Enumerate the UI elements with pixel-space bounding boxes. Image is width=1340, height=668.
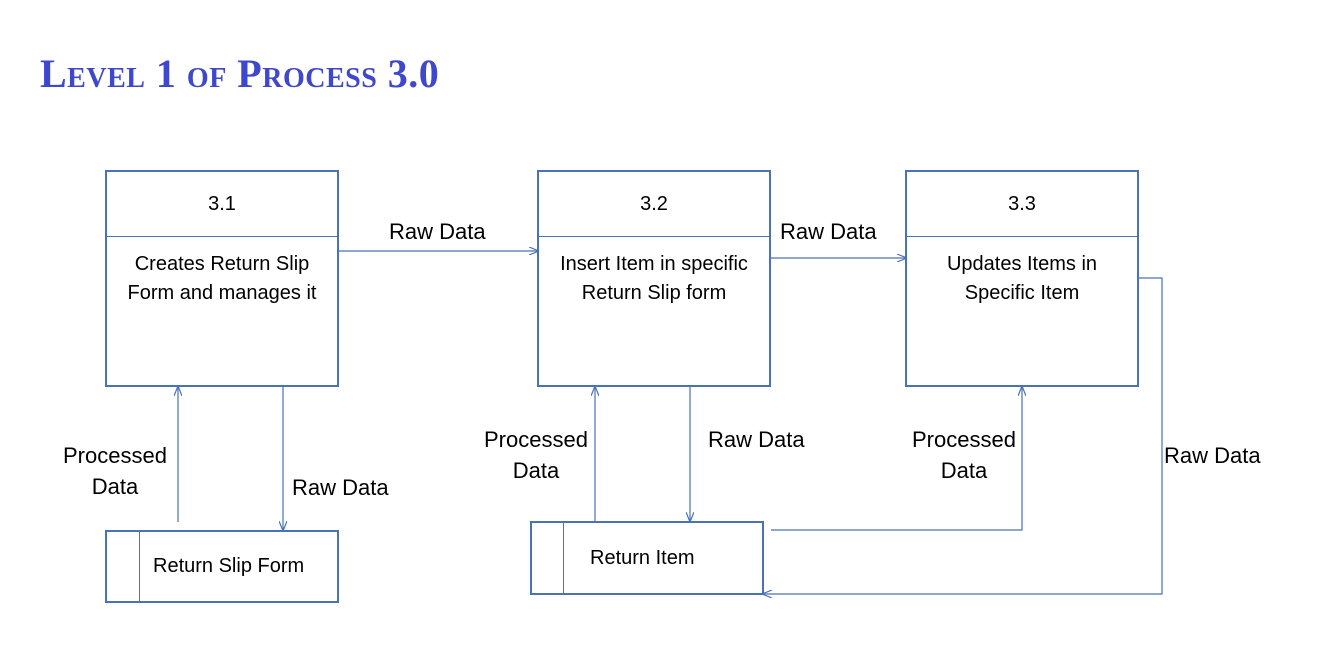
process-number: 3.2 bbox=[539, 172, 769, 237]
process-description: Updates Items in Specific Item bbox=[946, 253, 1098, 304]
process-3-2[interactable] bbox=[537, 170, 771, 387]
process-description: Creates Return Slip Form and manages it bbox=[127, 253, 317, 304]
flow-label-store1-out: Processed Data bbox=[63, 443, 167, 499]
process-number: 3.3 bbox=[907, 172, 1137, 237]
datastore-tab bbox=[139, 532, 140, 601]
flow-label-store2-out: Processed Data bbox=[484, 427, 588, 483]
process-description: Insert Item in specific Return Slip form bbox=[560, 253, 748, 304]
datastore-label: Return Slip Form bbox=[153, 555, 305, 577]
datastore-tab bbox=[563, 523, 564, 593]
process-3-1[interactable] bbox=[105, 170, 339, 387]
flow-label-p2-p3: Raw Data bbox=[780, 219, 877, 244]
process-3-3[interactable] bbox=[905, 170, 1139, 387]
datastore-return-item[interactable] bbox=[530, 521, 764, 595]
flow-label-store2-to-p3: Processed Data bbox=[912, 427, 1016, 483]
datastore-return-slip-form[interactable] bbox=[105, 530, 339, 603]
process-number: 3.1 bbox=[107, 172, 337, 237]
flow-label-store2-in: Raw Data bbox=[708, 427, 805, 452]
flow-label-p3-to-store2: Raw Data bbox=[1164, 443, 1261, 468]
flow-label-store1-in: Raw Data bbox=[292, 475, 389, 500]
diagram-title: Level 1 of Process 3.0 bbox=[40, 51, 440, 96]
datastore-label: Return Item bbox=[590, 546, 695, 569]
flow-label-p1-p2: Raw Data bbox=[389, 219, 486, 244]
